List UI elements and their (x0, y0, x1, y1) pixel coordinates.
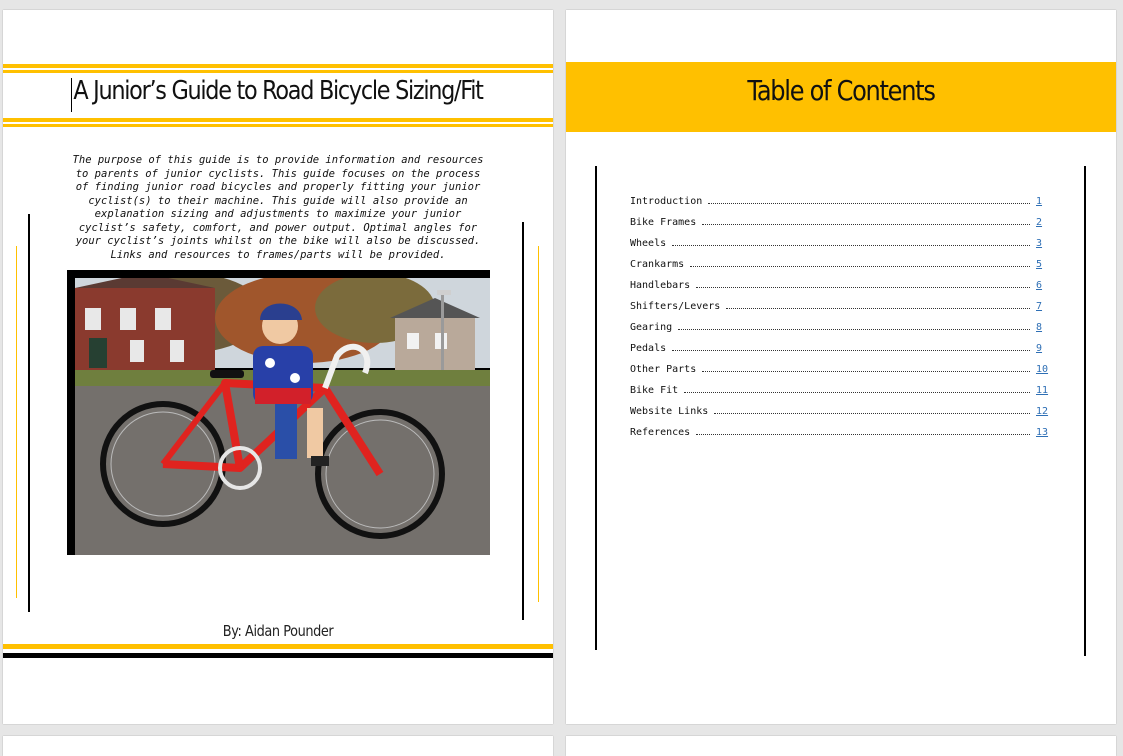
cover-photo-frame[interactable] (67, 270, 490, 555)
toc-leader-dots (702, 224, 1030, 225)
toc-page-link[interactable]: 1 (1036, 196, 1043, 207)
left-border-yellow (16, 246, 17, 598)
next-page-right[interactable] (566, 736, 1116, 756)
toc-page-link[interactable]: 12 (1036, 406, 1049, 417)
toc-entry[interactable] (630, 396, 1048, 417)
cover-title[interactable]: A Junior’s Guide to Road Bicycle Sizing/Fit (73, 76, 483, 106)
toc-page-link[interactable]: 2 (1036, 217, 1043, 228)
cover-page (3, 10, 553, 724)
toc-page-link[interactable]: 6 (1036, 280, 1043, 291)
toc-page-link[interactable]: 11 (1036, 385, 1049, 396)
toc-entry-label: Pedals (630, 343, 667, 354)
toc-title[interactable]: Table of Contents (747, 74, 935, 107)
toc-page-link[interactable]: 13 (1036, 427, 1049, 438)
toc-entry[interactable] (630, 291, 1048, 312)
toc-entry-label: Gearing (630, 322, 673, 333)
toc-entry[interactable] (630, 207, 1048, 228)
toc-leader-dots (696, 287, 1030, 288)
toc-entry[interactable] (630, 312, 1048, 333)
toc-page-link[interactable]: 5 (1036, 259, 1043, 270)
byline[interactable]: By: Aidan Pounder (222, 622, 334, 640)
toc-entry-label: Wheels (630, 238, 667, 249)
toc-entry-label: Bike Fit (630, 385, 679, 396)
toc-entry[interactable] (630, 249, 1048, 270)
toc-entry[interactable] (630, 354, 1048, 375)
toc-leader-dots (684, 392, 1030, 393)
toc-entry[interactable] (630, 417, 1048, 438)
toc-page (566, 10, 1116, 724)
toc-leader-dots (714, 413, 1030, 414)
title-rule-yellow-1 (3, 118, 553, 122)
toc-leader-dots (690, 266, 1030, 267)
toc-page-link[interactable]: 3 (1036, 238, 1043, 249)
toc-entry-label: Website Links (630, 406, 709, 417)
child-with-red-road-bicycle-photo[interactable] (75, 278, 490, 555)
toc-entry-label: References (630, 427, 691, 438)
toc-entry-label: Bike Frames (630, 217, 697, 228)
toc-page-link[interactable]: 8 (1036, 322, 1043, 333)
toc-entry-label: Introduction (630, 196, 703, 207)
right-border-black (522, 222, 524, 620)
toc-leader-dots (672, 245, 1030, 246)
toc-entry-label: Shifters/Levers (630, 301, 721, 312)
toc-entry-label: Other Parts (630, 364, 697, 375)
toc-leader-dots (702, 371, 1030, 372)
toc-entry-label: Crankarms (630, 259, 685, 270)
toc-leader-dots (696, 434, 1030, 435)
toc-leader-dots (678, 329, 1030, 330)
toc-entry[interactable] (630, 375, 1048, 396)
toc-right-border (1084, 166, 1086, 656)
top-rule-yellow-1 (3, 64, 553, 68)
bottom-rule-black (3, 653, 553, 658)
toc-page-link[interactable]: 10 (1036, 364, 1049, 375)
cover-intro-paragraph[interactable]: The purpose of this guide is to provide information and resources to parents of junior cyclists. This guide focuses on the process of finding junior road bicycles and properly fitting your junior cyclist(s) to their machine. This guide will also provide an explanation sizing and adjustments to maximize your junior cyclist’s safety, comfort, and power output. Optimal angles for your cyclist’s joints whilst on the bike will also be discussed. Links and resources to frames/parts will be provided. (72, 154, 484, 261)
toc-entry[interactable] (630, 333, 1048, 354)
toc-left-border (595, 166, 597, 650)
next-page-left[interactable] (3, 736, 553, 756)
toc-entry[interactable] (630, 270, 1048, 291)
right-border-yellow (538, 246, 539, 602)
toc-entry-label: Handlebars (630, 280, 691, 291)
top-rule-yellow-2 (3, 70, 553, 73)
title-rule-yellow-2 (3, 124, 553, 127)
toc-entry[interactable] (630, 186, 1048, 207)
toc-list (630, 186, 1048, 438)
toc-page-link[interactable]: 7 (1036, 301, 1043, 312)
toc-leader-dots (672, 350, 1030, 351)
toc-entry[interactable] (630, 228, 1048, 249)
toc-page-link[interactable]: 9 (1036, 343, 1043, 354)
toc-leader-dots (726, 308, 1030, 309)
left-border-black (28, 214, 30, 612)
bottom-rule-yellow (3, 644, 553, 649)
toc-leader-dots (708, 203, 1030, 204)
